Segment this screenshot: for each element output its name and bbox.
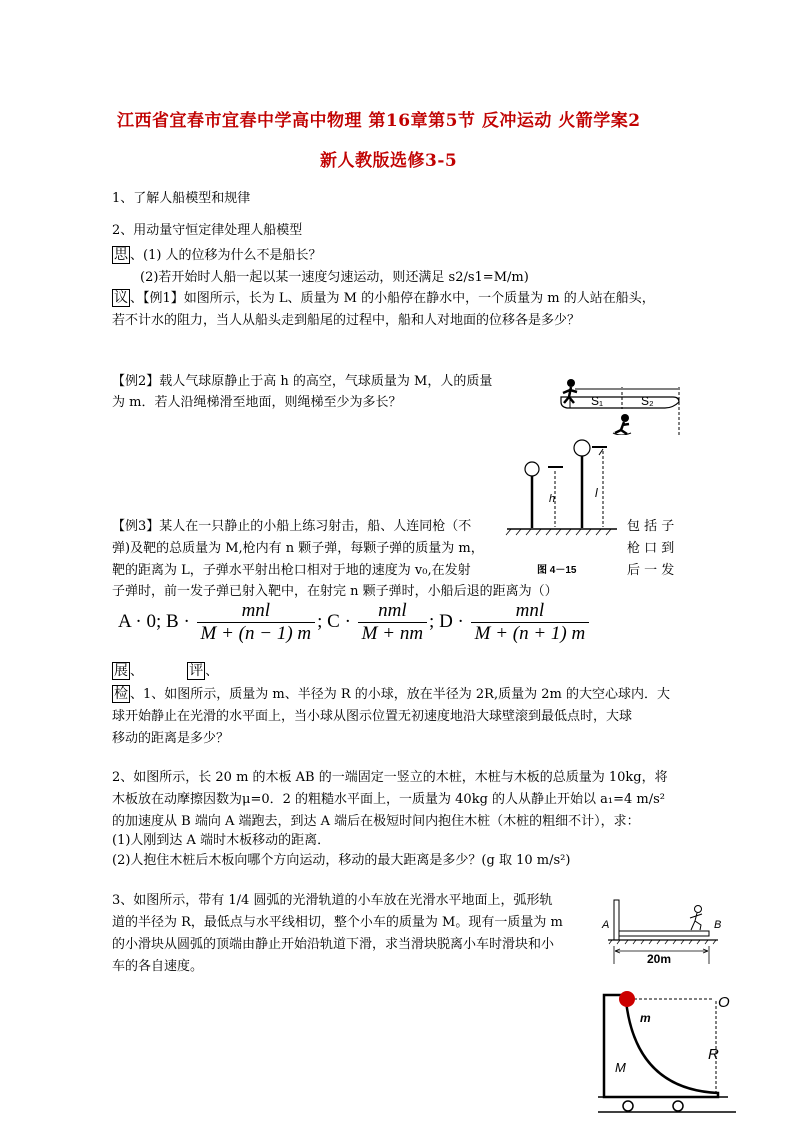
- problem3-line3: 的小滑块从圆弧的顶端由静止开始沿轨道下滑，求当滑块脱离小车时滑块和小: [112, 937, 555, 952]
- option-b-numerator: mnl: [197, 600, 316, 623]
- example2-line1: 【例2】载人气球原静止于高 h 的高空，气球质量为 M，人的质量: [112, 374, 493, 389]
- option-d-numerator: mnl: [471, 600, 590, 623]
- option-c-label: ; C ·: [317, 610, 351, 632]
- figure-caption: 图 4－15: [537, 565, 577, 576]
- balloon-right-icon: [574, 440, 590, 456]
- objective-2: 2、用动量守恒定律处理人船模型: [112, 223, 303, 238]
- person-climbing-icon: [613, 414, 631, 435]
- problem1-text: 、1、如图所示，质量为 m、半径为 R 的小球，放在半径为 2R,质量为 2m 的大空心球内．大: [130, 687, 670, 702]
- problem2-line3: 的加速度从 B 端向 A 端跑去，到达 A 端后在极短时间内抱住木桩（木桩的粗细不计），求：: [112, 814, 640, 829]
- jian-marker: 检: [114, 686, 128, 702]
- page-title-line1: 江西省宜春市宜春中学高中物理 第16章第5节 反冲运动 火箭学案2: [117, 111, 641, 131]
- option-b-fraction: [197, 600, 316, 645]
- think-marker: 思: [114, 247, 128, 263]
- problem3-line1: 3、如图所示，带有 1/4 圆弧的光滑轨道的小车放在光滑水平地面上，弧形轨: [112, 893, 553, 908]
- think-question-2: (2)若开始时人船一起以某一速度匀速运动，则还满足 s2/s1=M/m): [140, 270, 529, 285]
- option-d-fraction: [471, 600, 590, 645]
- option-a: A · 0; B ·: [118, 610, 190, 632]
- length-label: 20m: [647, 952, 672, 966]
- example3-line2-right: 枪 口 到: [627, 541, 675, 556]
- s1-label: S₁: [591, 394, 604, 408]
- example3-line3: 靶的距离为 L，子弹水平射出枪口相对于地的速度为 v₀,在发射: [112, 563, 471, 578]
- objective-1: 1、了解人船模型和规律: [112, 191, 251, 206]
- problem1-line1: [112, 683, 670, 702]
- ping-marker: 评: [189, 663, 204, 679]
- problem2-line4: (1)人刚到达 A 端时木板移动的距离．: [112, 833, 331, 848]
- problem3-line2: 道的半径为 R，最低点与水平线相切，整个小车的质量为 M。现有一质量为 m: [112, 915, 563, 930]
- problem1-line3: 移动的距离是多少？: [112, 731, 230, 746]
- boat-hull: [561, 397, 679, 408]
- markers-row: 展 、 评 、: [114, 663, 219, 679]
- option-c-numerator: nml: [358, 600, 427, 623]
- problem2-line5: (2)人抱住木桩后木板向哪个方向运动，移动的最大距离是多少？(g 取 10 m/s²): [112, 853, 571, 868]
- balloon-left-icon: [525, 462, 539, 476]
- think-q1-text: 、(1) 人的位移为什么不是船长？: [130, 248, 322, 263]
- s2-label: S₂: [641, 394, 654, 408]
- problem2-line1: 2、如图所示，长 20 m 的木板 AB 的一端固定一竖立的木桩，木桩与木板的总质量为 10kg，将: [112, 770, 668, 785]
- cart-body: [604, 995, 718, 1097]
- cart-figure: [596, 985, 746, 1120]
- answer-options: [118, 600, 591, 645]
- wheel-left: [623, 1101, 633, 1111]
- m-label: m: [640, 1011, 651, 1025]
- example3-line2: 弹)及靶的总质量为 M,枪内有 n 颗子弹，每颗子弹的质量为 m，: [112, 541, 484, 556]
- option-d-denominator: M + (n + 1) m: [474, 623, 586, 644]
- running-person-icon: [690, 906, 702, 931]
- bigm-label: M: [615, 1060, 626, 1075]
- example1-line1: [112, 287, 655, 306]
- example3-line1-right: 包 括 子: [627, 519, 675, 534]
- plank-ab: [619, 931, 709, 936]
- problem2-line2: 木板放在动摩擦因数为μ=0．2 的粗糙水平面上，一质量为 40kg 的人从静止开始以 a₁=4 m/s²: [112, 792, 666, 807]
- example2-line2: 为 m．若人沿绳梯滑至地面，则绳梯至少为多长？: [112, 395, 402, 410]
- example3-line3-right: 后 一 发: [627, 563, 675, 578]
- option-c-fraction: [358, 600, 427, 645]
- zhan-marker: 展: [114, 663, 128, 679]
- example1-text: 、【例1】如图所示，长为 L、质量为 M 的小船停在静水中，一个质量为 m 的人站在船头，: [130, 291, 655, 306]
- option-b-denominator: M + (n − 1) m: [200, 623, 312, 644]
- label-b: B: [714, 919, 722, 931]
- problem1-line2: 球开始静止在光滑的水平面上，当小球从图示位置无初速度地沿大球壁滚到最低点时，大球: [112, 709, 633, 724]
- r-label: R: [708, 1046, 719, 1063]
- slider-ball: [619, 991, 635, 1007]
- h-label: h: [549, 493, 556, 505]
- wooden-stake: [614, 900, 619, 940]
- label-a: A: [602, 919, 610, 931]
- plank-figure: [600, 892, 730, 967]
- example3-line4: 子弹时，前一发子弹已射入靶中，在射完 n 颗子弹时，小船后退的距离为（）: [112, 584, 558, 599]
- o-label: O: [718, 994, 730, 1011]
- l-label: l: [595, 486, 598, 500]
- boat-figure: [555, 375, 690, 435]
- think-question-1: [112, 244, 322, 263]
- discuss-marker: 议: [114, 290, 128, 306]
- option-d-label: ; D ·: [429, 610, 464, 632]
- example3-line1: 【例3】某人在一只静止的小船上练习射击，船、人连同枪（不: [112, 519, 472, 534]
- example1-line2: 若不计水的阻力，当人从船头走到船尾的过程中，船和人对地面的位移各是多少？: [112, 313, 581, 328]
- problem3-line4: 车的各自速度。: [112, 959, 204, 974]
- page-title-line2: 新人教版选修3-5: [320, 151, 458, 171]
- wheel-right: [673, 1101, 683, 1111]
- option-c-denominator: M + nm: [361, 623, 424, 644]
